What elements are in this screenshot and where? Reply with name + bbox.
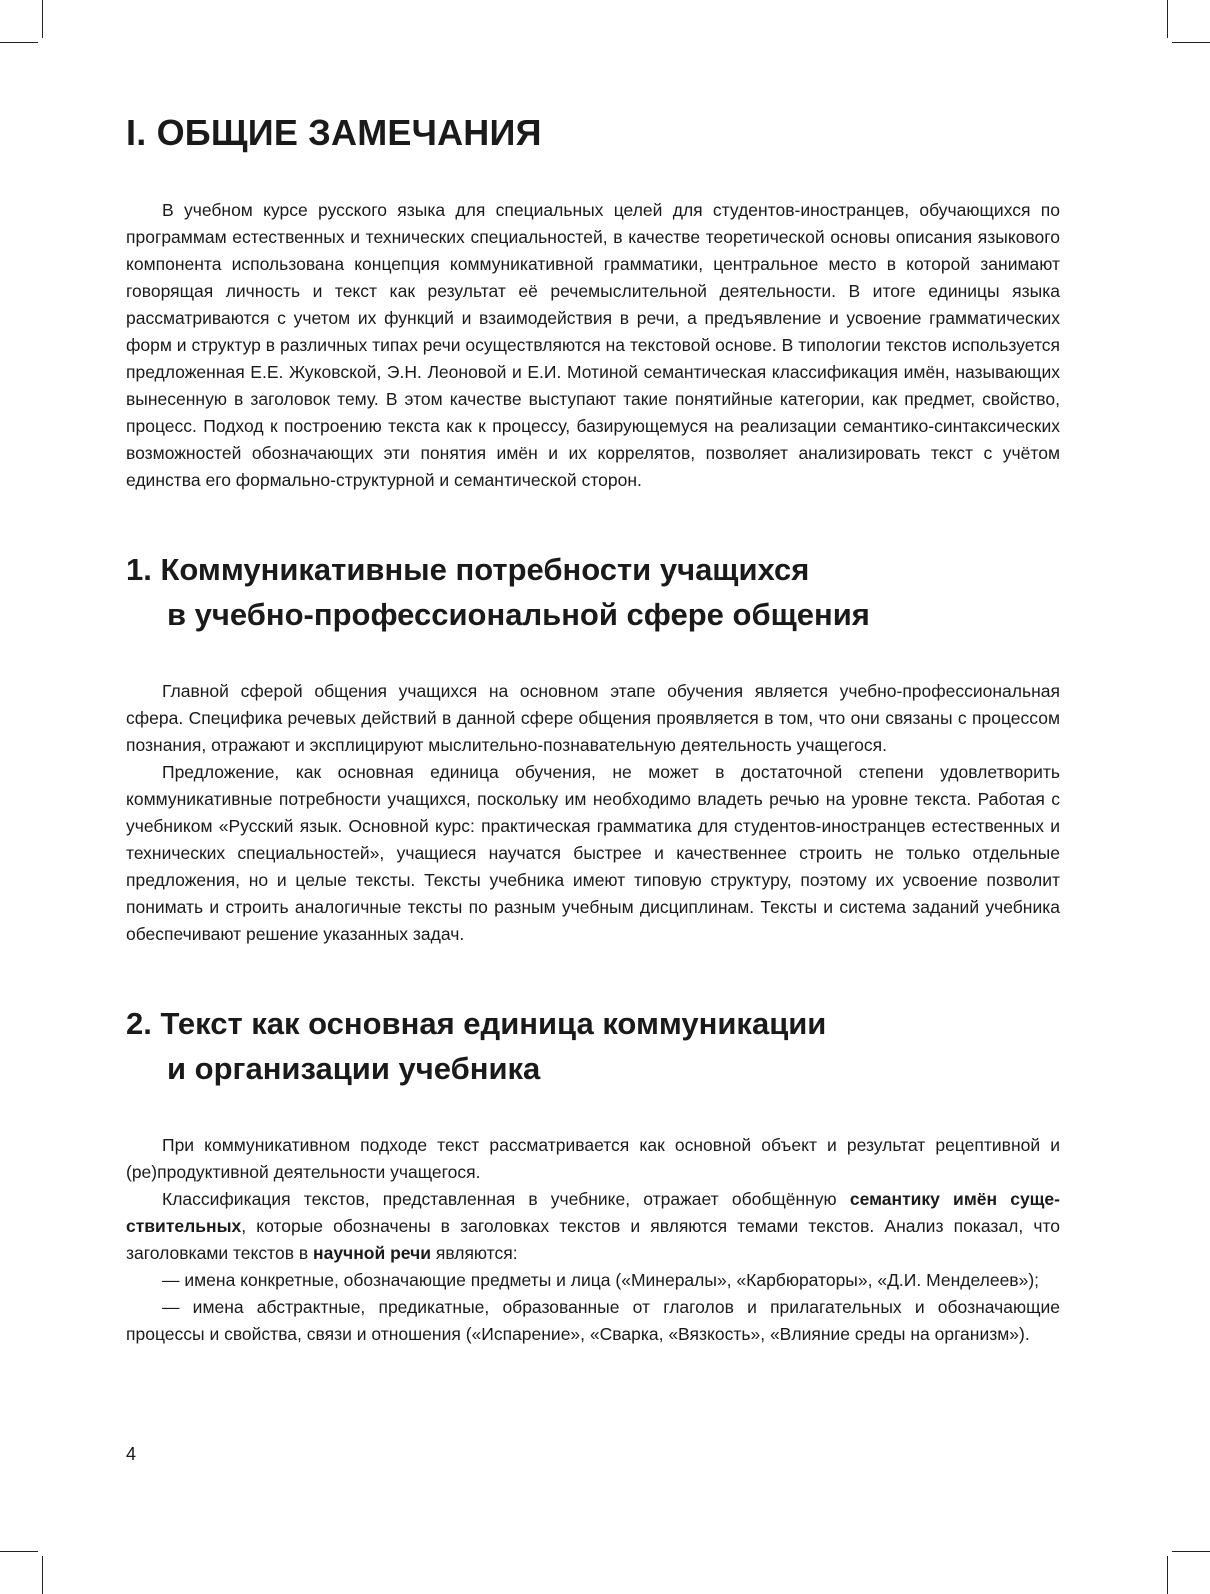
section-1-title-line-1: 1. Коммуникативные потребности учащихся [126,551,810,587]
section-1-paragraph-2: Предложение, как основная единица обучения, не может в достаточной степени удовлетворить коммуникативные потребности учащихся, поскольку им необходимо владеть речью на уровне текста. Работая с учебником «Русский язык. Основной курс: практическая грамматика для студентов-иностранцев естественных и технических специальностей», учащиеся научатся быстрее и качественнее строить не только отдельные предложения, но и целые тексты. Тексты учебника имеют типовую структуру, поэтому их усвоение позволит понимать и строить аналогичные тексты по разным учебным дисциплинам. Тексты и система заданий учебника обеспечивают решение указанных задач. [126,761,1060,944]
page-number: 4 [126,1444,137,1464]
section-2-paragraph-2-text-c: являются: [431,1242,518,1263]
crop-mark [0,1551,38,1552]
list-item: — имена конкретные, обозначающие предметы и лица («Минералы», «Карбюраторы», «Д.И. Менделеев»); [162,1269,1040,1290]
crop-mark [1172,42,1210,43]
section-2-title-line-1: 2. Текст как основная единица коммуникации [126,1005,827,1041]
section-1-heading [126,548,1060,638]
crop-mark [1167,0,1168,38]
section-2-paragraph-2 [126,1186,1060,1267]
crop-mark [42,1556,43,1594]
section-2-title-line-2: и организации учебника [167,1050,541,1086]
section-1-paragraph-1: Главной сферой общения учащихся на основном этапе обучения является учебно-профессиональная сфера. Специфика речевых действий в данной сфере общения проявляется в том, что они связаны с процессом познания, отражают и эксплицируют мыслительно-познавательную деятельность учащегося. [126,680,1060,755]
page-content [126,110,1060,1348]
bold-term-scientific-speech: научной речи [313,1242,431,1263]
bold-term-noun-semantics: семантику имён существительных [126,1188,1060,1236]
crop-mark [1167,1556,1168,1594]
section-1-title-line-2: в учебно-профессиональной сфере общения [167,596,870,632]
list-item: — имена абстрактные, предикатные, образованные от глаголов и прилагательных и обозначающие процессы и свойства, связи и отношения («Испарение», «Сварка, «Вязкость», «Влияние среды на организм»). [126,1296,1060,1344]
crop-mark [1172,1551,1210,1552]
section-2-paragraph-2-text-a: Классификация текстов, представленная в учебнике, отражает обобщённую [162,1188,850,1209]
crop-mark [0,42,38,43]
intro-section [126,197,1060,494]
section-2-paragraph-2-text-b: , которые обозначены в заголовках текстов и являются темами текстов. Анализ показал, что заголовками текстов в [126,1215,1060,1263]
section-2-paragraph-1: При коммуникативном подходе текст рассматривается как основной объект и результат рецептивной и (ре)продуктивной деятельности учащегося. [126,1134,1060,1182]
page-title: I. ОБЩИЕ ЗАМЕЧАНИЯ [126,112,542,153]
section-2-body [126,1132,1060,1348]
intro-paragraph: В учебном курсе русского языка для специальных целей для студентов-иностранцев, обучающихся по программам естественных и технических специальностей, в качестве теоретической основы описания языкового компонента использована концепция коммуникативной грамматики, центральное место в которой занимают говорящая личность и текст как результат её речемыслительной деятельности. В итоге единицы языка рассматриваются с учетом их функций и взаимодействия в речи, а предъявление и усвоение грамматических форм и структур в различных типах речи осуществляются на текстовой основе. В типологии текстов используется предложенная Е.Е. Жуковской, Э.Н. Леоновой и Е.И. Мотиной семантическая классификация имён, называющих вынесенную в заголовок тему. В этом качестве выступают такие понятийные категории, как предмет, свойство, процесс. Подход к построению текста как к процессу, базирующемуся на реализации семантико-синтаксических возможностей обозначающих эти понятия имён и их коррелятов, позволяет анализировать текст с учётом единства его формально-структурной и семантической сторон. [126,199,1060,490]
crop-mark [42,0,43,38]
section-1-body [126,678,1060,948]
section-2-heading [126,1002,1060,1092]
